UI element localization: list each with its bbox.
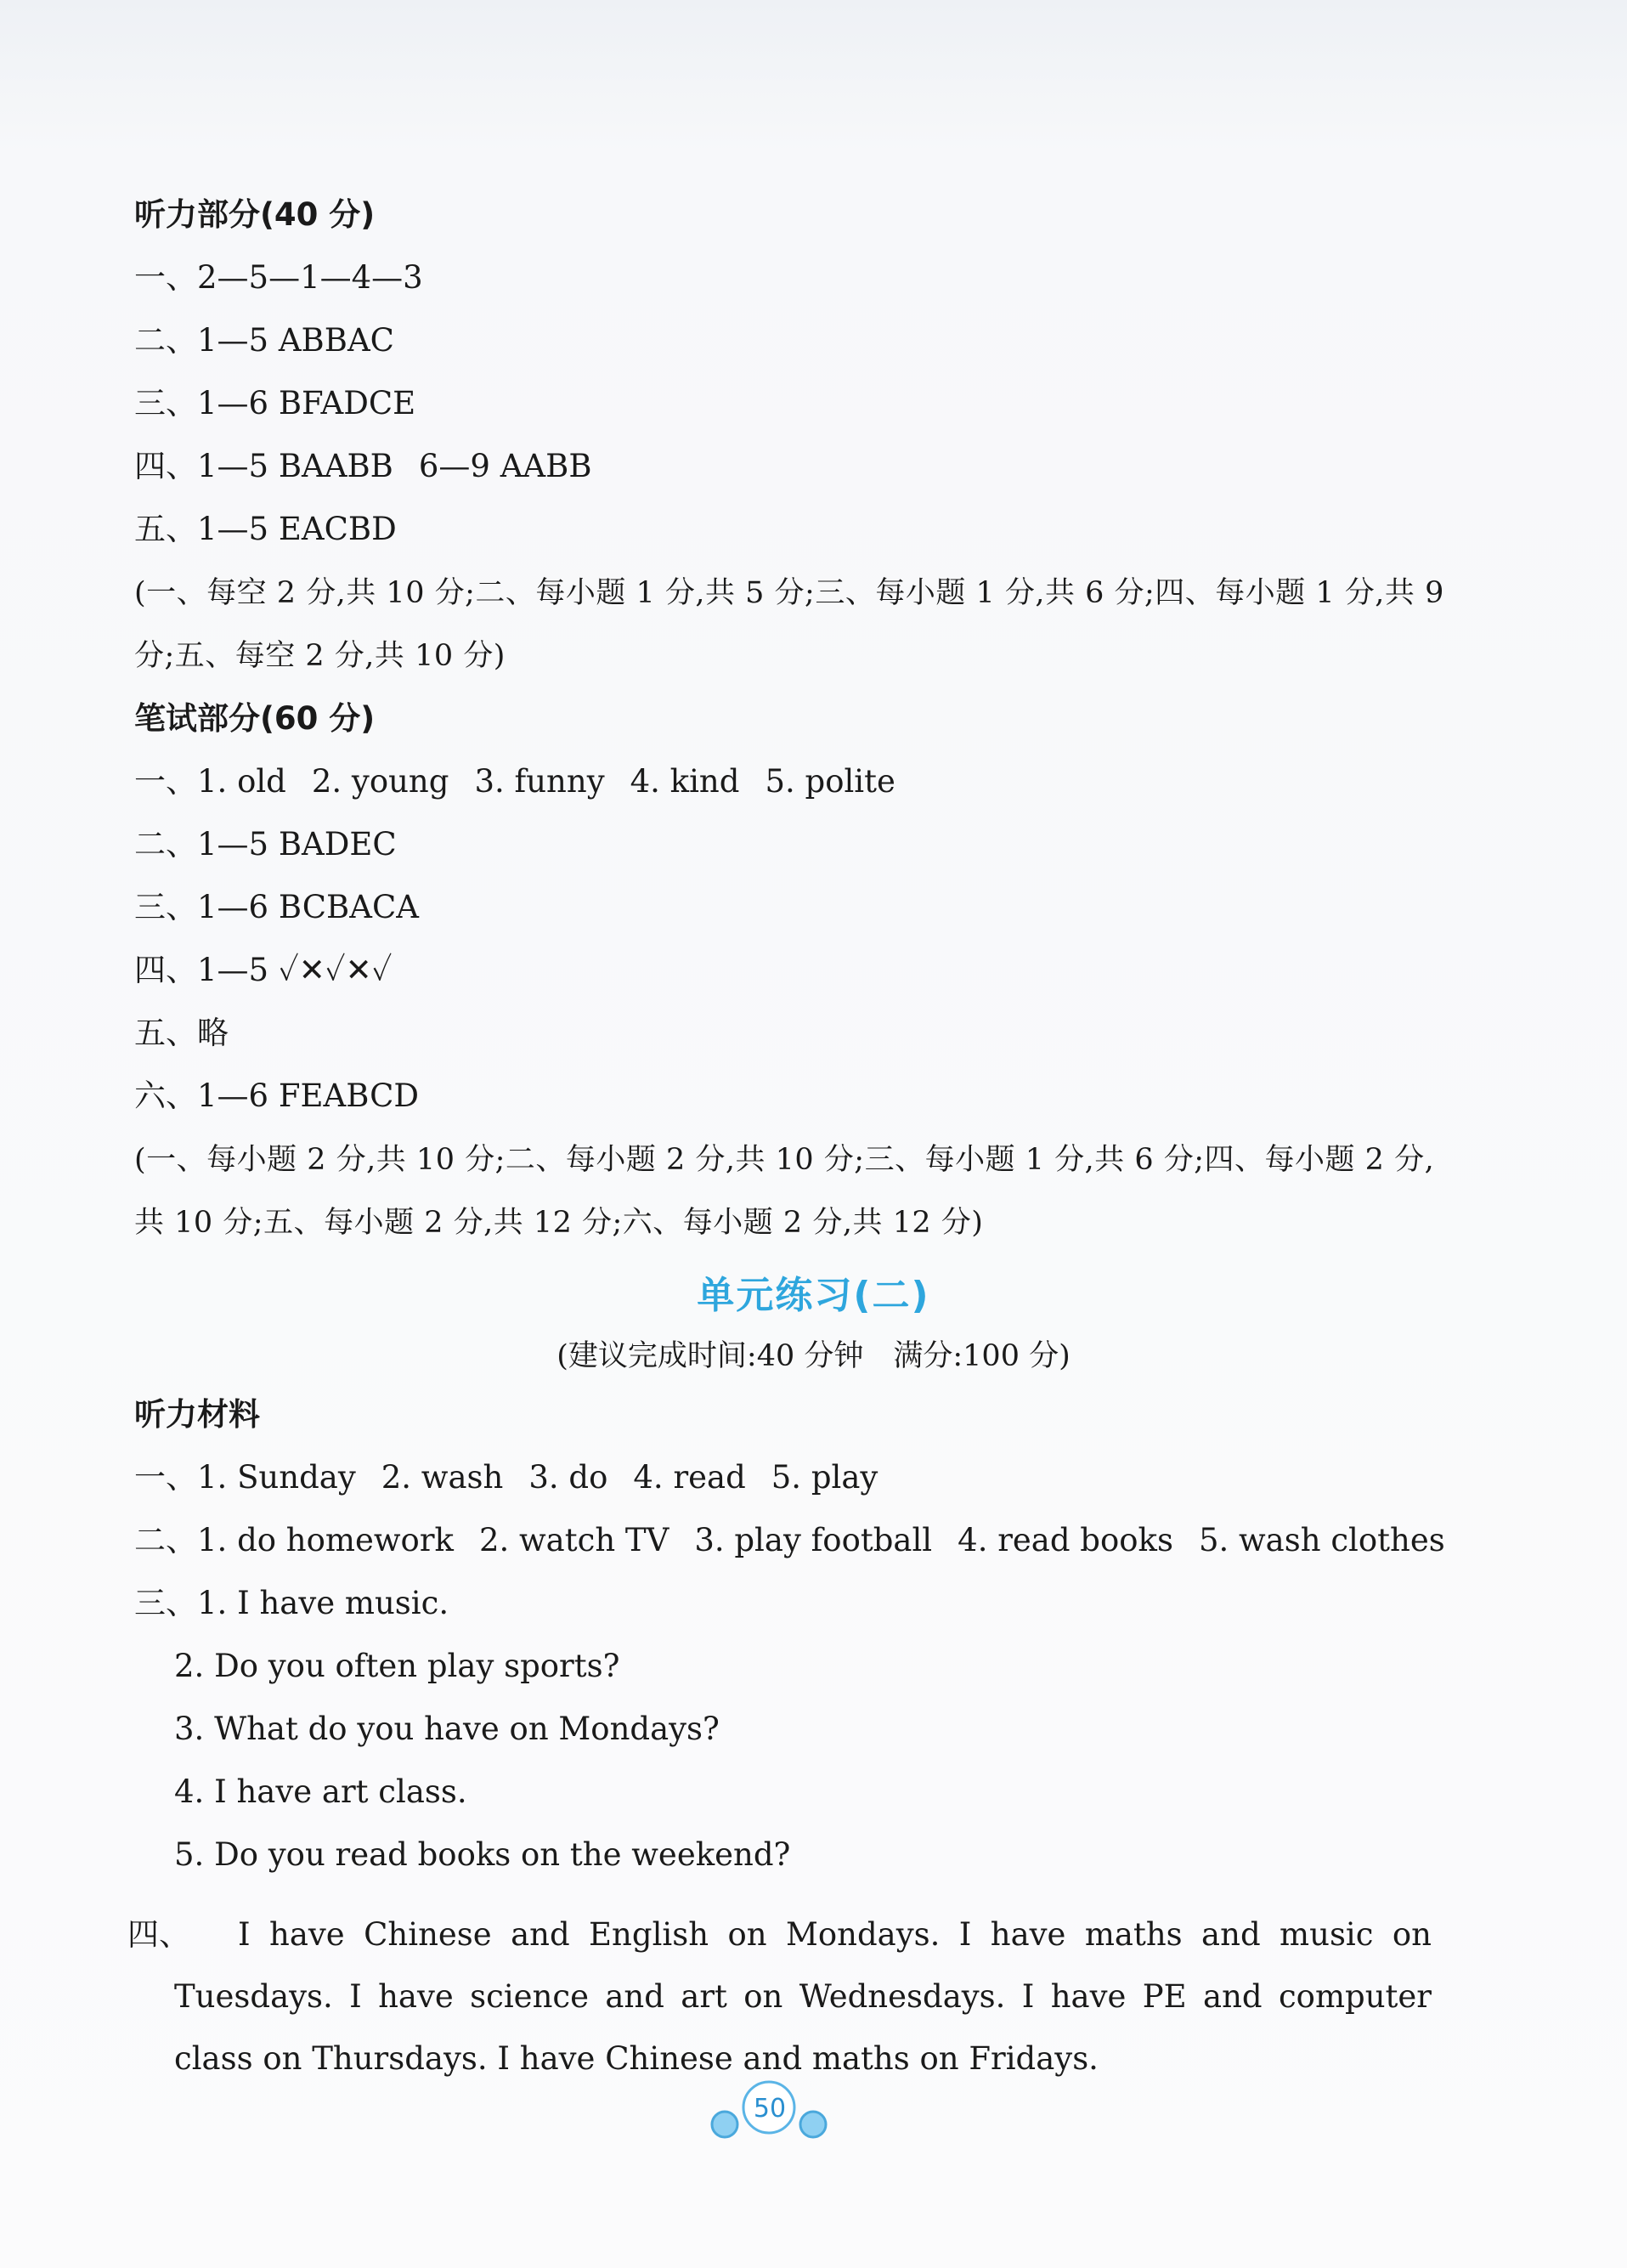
written-answer-1-prefix: 一、: [134, 763, 197, 800]
written-answer-1-item: 5. polite: [765, 763, 895, 800]
written-answer-5: 五、略: [134, 1015, 229, 1051]
material-q1-prefix: 一、: [134, 1459, 197, 1496]
page-number: 50: [753, 2094, 787, 2124]
material-q2-item: 2. watch TV: [478, 1522, 669, 1558]
written-answer-2: 二、1—5 BADEC: [134, 826, 397, 863]
material-q3-prefix: 三、: [134, 1585, 197, 1621]
material-q2-prefix: 二、: [134, 1522, 197, 1558]
material-q1-item: 3. do: [528, 1459, 608, 1496]
listening-answer-4-main: 四、1—5 BAABB: [134, 448, 393, 484]
unit-subtitle: (建议完成时间:40 分钟 满分:100 分): [556, 1339, 1071, 1373]
material-q4-paragraph: [174, 1903, 1432, 2090]
material-q2-item: 1. do homework: [197, 1522, 454, 1558]
written-answer-1: [134, 761, 895, 803]
unit-title: 单元练习(二): [697, 1274, 930, 1317]
material-q4-prefix: 四、: [127, 1916, 190, 1953]
written-scoring-line-1: (一、每小题 2 分,共 10 分;二、每小题 2 分,共 10 分;三、每小题 1 分,共 6 分;四、每小题 2 分,: [134, 1143, 1435, 1177]
listening-material-heading: 听力材料: [134, 1396, 260, 1433]
material-q3-item: 5. Do you read books on the weekend?: [174, 1836, 791, 1873]
listening-answer-2: 二、1—5 ABBAC: [134, 322, 394, 359]
material-q2-item: 5. wash clothes: [1198, 1522, 1445, 1558]
listening-answer-3: 三、1—6 BFADCE: [134, 385, 416, 421]
material-q3-item: 4. I have art class.: [174, 1773, 467, 1810]
listening-part-heading: 听力部分(40 分): [134, 196, 376, 233]
material-q3-line-1: [134, 1582, 449, 1625]
listening-scoring-line-1: (一、每空 2 分,共 10 分;二、每小题 1 分,共 5 分;三、每小题 1 分,共 6 分;四、每小题 1 分,共 9: [134, 576, 1444, 610]
material-q1: [134, 1456, 878, 1499]
material-q1-item: 4. read: [633, 1459, 746, 1496]
written-answer-3: 三、1—6 BCBACA: [134, 889, 419, 925]
listening-answer-5: 五、1—5 EACBD: [134, 511, 397, 547]
material-q4-text: I have Chinese and English on Mondays. I have maths and music on Tuesdays. I have science and art on Wednesdays. I have PE and computer class on Thursdays. I have Chinese and maths on Fridays.: [174, 1916, 1432, 2077]
material-q3-item: 1. I have music.: [197, 1585, 449, 1621]
material-q3-item: 2. Do you often play sports?: [174, 1648, 620, 1684]
written-answer-4: 四、1—5 ✓✕✓✕✓: [134, 952, 393, 988]
material-q1-item: 2. wash: [381, 1459, 504, 1496]
written-answer-6: 六、1—6 FEABCD: [134, 1077, 420, 1114]
written-scoring-line-2: 共 10 分;五、每小题 2 分,共 12 分;六、每小题 2 分,共 12 分): [134, 1206, 984, 1240]
written-answer-1-item: 3. funny: [474, 763, 605, 800]
listening-scoring-line-2: 分;五、每空 2 分,共 10 分): [134, 639, 506, 673]
material-q1-item: 1. Sunday: [197, 1459, 356, 1496]
written-answer-1-item: 1. old: [197, 763, 286, 800]
written-answer-1-item: 2. young: [311, 763, 449, 800]
listening-answer-1: 一、2—5—1—4—3: [134, 259, 423, 296]
written-answer-1-item: 4. kind: [630, 763, 740, 800]
written-part-heading: 笔试部分(60 分): [134, 700, 376, 737]
material-q2: [134, 1519, 1445, 1562]
listening-answer-4: [134, 445, 592, 488]
listening-answer-4-extra: 6—9 AABB: [418, 448, 592, 484]
material-q3-item: 3. What do you have on Mondays?: [174, 1711, 720, 1747]
material-q1-item: 5. play: [771, 1459, 878, 1496]
material-q2-item: 3. play football: [694, 1522, 933, 1558]
material-q2-item: 4. read books: [958, 1522, 1173, 1558]
